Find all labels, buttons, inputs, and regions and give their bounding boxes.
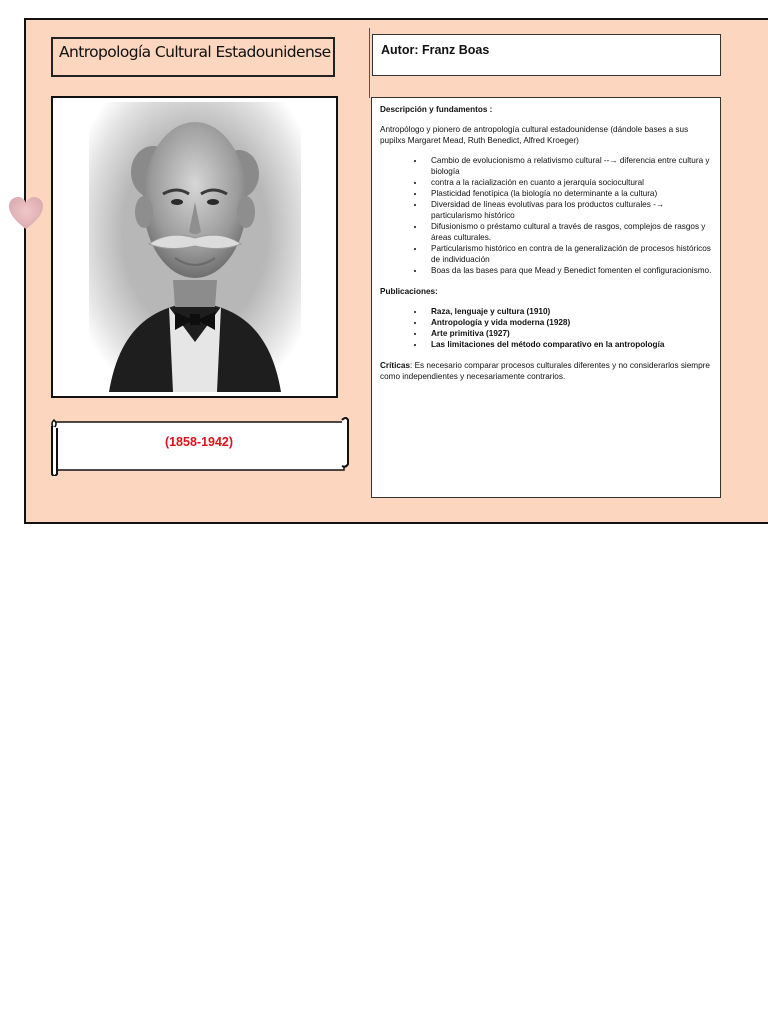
portrait-frame	[51, 96, 338, 398]
list-item: • Particularismo histórico en contra de la generalización de procesos históricos de individuación	[425, 243, 712, 265]
publications-list	[380, 306, 712, 350]
publications-heading: Publicaciones:	[380, 287, 438, 296]
heart-icon	[8, 196, 44, 232]
publication-item: • Raza, lenguaje y cultura (1910)	[425, 306, 712, 317]
publication-item: • Arte primitiva (1927)	[425, 328, 712, 339]
critiques-label: Críticas	[380, 361, 411, 370]
fundamentals-list	[380, 155, 712, 276]
critiques-paragraph	[380, 360, 712, 382]
slide-title: Antropología Cultural Estadounidense	[51, 37, 335, 77]
description-text: Antropólogo y pionero de antropología cultural estadounidense (dándole bases a sus pupilxs Margaret Mead, Ruth Benedict, Alfred Kroeger)	[380, 125, 689, 145]
list-item: • Diversidad de líneas evolutivas para los productos culturales -→ particularismo histórico	[425, 199, 712, 221]
list-item: • Difusionismo o préstamo cultural a través de rasgos, complejos de rasgos y áreas culturales.	[425, 221, 712, 243]
portrait-photo	[89, 102, 301, 392]
content-panel	[371, 97, 721, 498]
publication-item: • Las limitaciones del método comparativo en la antropología	[425, 339, 712, 350]
description-heading: Descripción y fundamentos :	[380, 105, 493, 114]
list-item: • Plasticidad fenotípica (la biología no determinante a la cultura)	[425, 188, 712, 199]
author-heading: Autor: Franz Boas	[372, 34, 721, 76]
list-item: • Cambio de evolucionismo a relativismo cultural --→ diferencia entre cultura y biología	[425, 155, 712, 177]
divider-line	[369, 28, 370, 98]
list-item: • contra a la racialización en cuanto a jerarquía sociocultural	[425, 177, 712, 188]
critiques-text: : Es necesario comparar procesos culturales diferentes y no considerarlos siempre como independientes y necesariamente contrarios.	[380, 361, 710, 381]
list-item: • Boas da las bases para que Mead y Benedict fomenten el configuracionismo.	[425, 265, 712, 276]
life-dates: (1858-1942)	[164, 435, 234, 449]
publication-item: • Antropología y vida moderna (1928)	[425, 317, 712, 328]
